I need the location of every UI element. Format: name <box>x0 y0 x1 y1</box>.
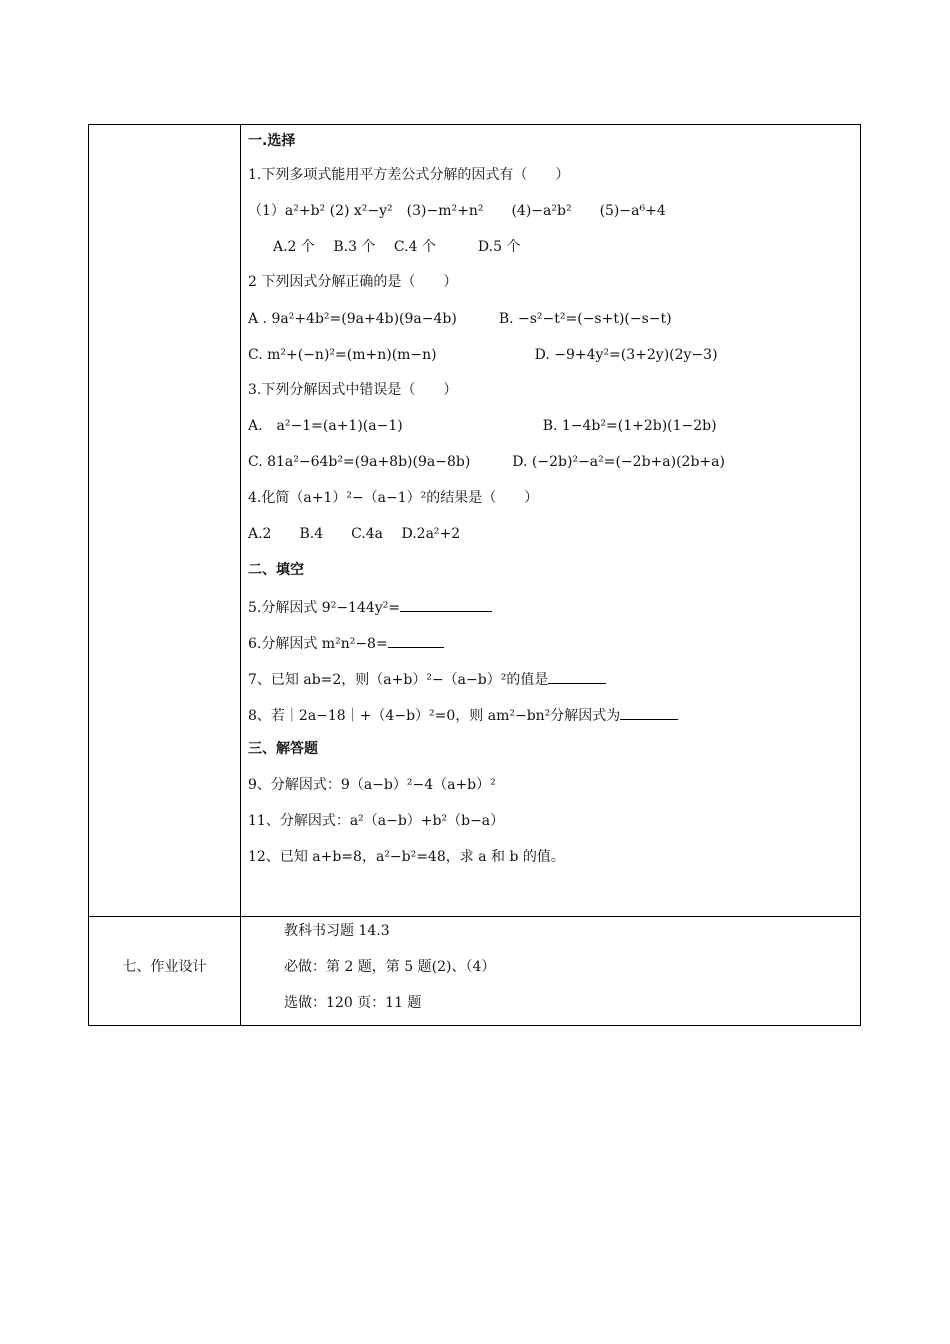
section3-title: 三、解答题 <box>248 741 318 757</box>
homework-line-3: 选做：120 页：11 题 <box>284 995 422 1011</box>
homework-line-1: 教科书习题 14.3 <box>284 923 390 939</box>
row-divider <box>89 916 860 917</box>
question-8: 8、若｜2a−18｜+（4−b）²=0，则 am²−bn²分解因式为 <box>248 705 678 725</box>
section2-title: 二、填空 <box>248 562 304 578</box>
question-7: 7、已知 ab=2，则（a+b）²−（a−b）²的值是 <box>248 669 606 689</box>
question-6: 6.分解因式 m²n²−8= <box>248 633 444 653</box>
question-5: 5.分解因式 9²−144y²= <box>248 597 492 617</box>
question-3-options-cd: C. 81a²−64b²=(9a+8b)(9a−8b) D. (−2b)²−a²=(−2b+a)(2b+a) <box>248 454 725 470</box>
question-4-options: A.2 B.4 C.4a D.2a²+2 <box>248 526 461 542</box>
answer-blank <box>548 669 606 684</box>
homework-line-2: 必做：第 2 题，第 5 题(2)、（4） <box>284 959 496 975</box>
question-9: 9、分解因式：9（a−b）²−4（a+b）² <box>248 777 496 793</box>
column-divider <box>240 125 241 1025</box>
question-12: 12、已知 a+b=8，a²−b²=48，求 a 和 b 的值。 <box>248 849 565 865</box>
question-1-options: A.2 个 B.3 个 C.4 个 D.5 个 <box>273 239 521 255</box>
lesson-table <box>88 124 861 1026</box>
homework-label: 七、作业设计 <box>122 959 207 975</box>
answer-blank <box>400 597 492 612</box>
answer-blank <box>388 633 444 648</box>
question-1-items: （1）a²+b² (2) x²−y² (3)−m²+n² (4)−a²b² (5)−a⁶+4 <box>248 203 666 219</box>
question-2-options-ab: A . 9a²+4b²=(9a+4b)(9a−4b) B. −s²−t²=(−s+t)(−s−t) <box>248 311 672 327</box>
question-11: 11、分解因式：a²（a−b）+b²（b−a） <box>248 813 505 829</box>
section1-title: 一.选择 <box>248 133 296 149</box>
question-2-options-cd: C. m²+(−n)²=(m+n)(m−n) D. −9+4y²=(3+2y)(2y−3) <box>248 347 718 363</box>
answer-blank <box>620 705 678 720</box>
question-3-options-ab: A. a²−1=(a+1)(a−1) B. 1−4b²=(1+2b)(1−2b) <box>248 418 717 434</box>
question-1: 1.下列多项式能用平方差公式分解的因式有（ ） <box>248 167 570 183</box>
question-3: 3.下列分解因式中错误是（ ） <box>248 382 458 398</box>
question-2: 2 下列因式分解正确的是（ ） <box>248 274 458 290</box>
question-4: 4.化简（a+1）²−（a−1）²的结果是（ ） <box>248 490 539 506</box>
